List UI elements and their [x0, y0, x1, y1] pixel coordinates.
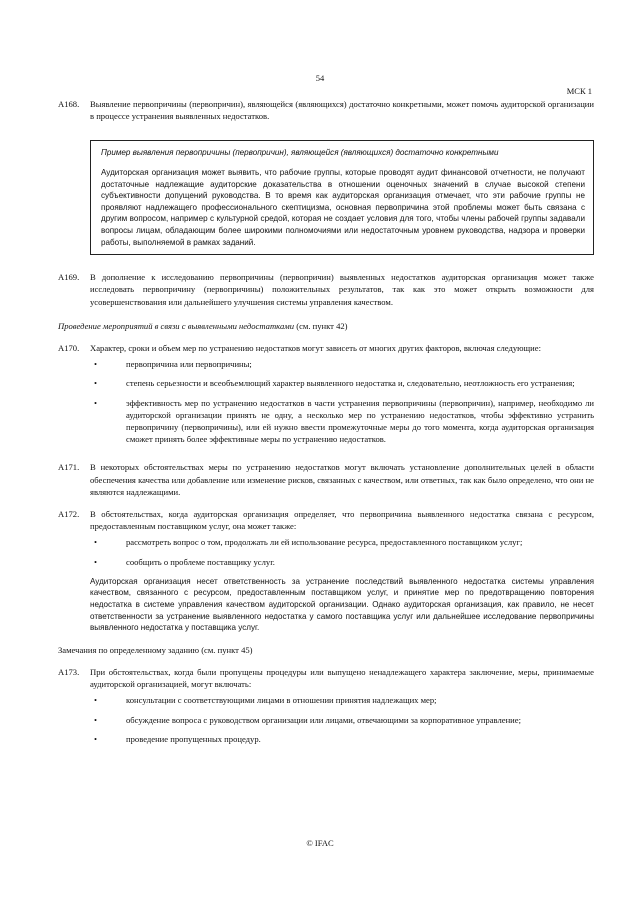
- example-box: [90, 140, 594, 255]
- paragraph-a173: [58, 666, 594, 690]
- list-item: [90, 377, 594, 389]
- paragraph-a172-extra: Аудиторская организация несет ответственность за устранение последствий выявленного недостатка системы управления качеством, связанного с ресурсом, предоставленным поставщиком услуг, и принятие мер по предотвращению повторения недостатка в системе управления качеством аудиторской организации. Однако аудиторская организация, как правило, не несет ответственности за устранение выявленного недостатка у самого поставщика услуг или дальнейшее исследование первопричины выявленного недостатка у поставщика услуг.: [90, 576, 594, 633]
- section-heading-text: Проведение мероприятий в связи с выявленными недостатками: [58, 320, 295, 331]
- paragraph-a172: [58, 508, 594, 532]
- paragraph-number: A168.: [58, 99, 80, 109]
- paragraph-text: Выявление первопричины (первопричин), являющейся (являющихся) достаточно конкретными, может помочь аудиторской организации в процессе устранения выявленных недостатков.: [90, 99, 594, 122]
- bullet-list-a173: [90, 694, 594, 745]
- page-content: [58, 98, 594, 752]
- bullet-list-a172: [90, 536, 594, 567]
- paragraph-a169: [58, 271, 594, 308]
- paragraph-number: A171.: [58, 462, 80, 473]
- list-item: [90, 733, 594, 745]
- list-item-text: эффективность мер по устранению недостатков в части устранения первопричины (первопричин), например, необходимо ли аудиторской организации принять не одну, а несколько мер по устранению недостатков, чтобы эффективно устранить первопричину (первопричины), или ей нужно ввести промежуточные меры до того момента, когда аудиторская организация сможет принять более эффективные меры по устранению недостатков.: [126, 397, 594, 445]
- bullet-icon: •: [94, 378, 98, 389]
- list-item: [90, 358, 594, 370]
- bullet-icon: •: [94, 397, 98, 408]
- paragraph-a168: [58, 98, 594, 122]
- paragraph-number: A172.: [58, 509, 80, 519]
- paragraph-text: В обстоятельствах, когда аудиторская организация определяет, что первопричина выявленного недостатка связана с ресурсом, предоставленным поставщиком услуг, она может также:: [90, 509, 594, 532]
- list-item-text: рассмотреть вопрос о том, продолжать ли ей использование ресурса, предоставленного поставщиком услуг;: [126, 537, 523, 548]
- list-item-text: первопричина или первопричины;: [126, 359, 252, 370]
- example-text: Аудиторская организация может выявить, что рабочие группы, которые проводят аудит финансовой отчетности, не получают достаточные надлежащие аудиторские доказательства в отношении оценочных значений в случае высокой степени субъективности допущений руководства. В то время как аудиторская организация отмечает, что эти рабочие группы не проявляют надлежащего профессионального скептицизма, основная первопричина этой проблемы может быть связана с другим вопросом, например с культурной средой, которая не создает условия для того, чтобы члены рабочей группы задавали вопросы лицам, обладающим более широкими полномочиями или недостаточным уровнем руководства, надзора и проверки работы, выполняемой в рамках заданий.: [101, 168, 585, 247]
- section-heading-ref: (см. пункт 42): [294, 320, 348, 331]
- list-item: [90, 556, 594, 568]
- bullet-icon: •: [94, 733, 98, 744]
- bullet-icon: •: [94, 556, 98, 567]
- list-item: [90, 694, 594, 706]
- paragraph-text: В некоторых обстоятельствах меры по устранению недостатков могут включать установление дополнительных целей в области обеспечения качества или добавление или изменение рисков, связанных с качеством, или ответных, так как было определено, что они не являются надлежащими.: [90, 462, 594, 497]
- list-item: [90, 536, 594, 548]
- paragraph-number: A169.: [58, 272, 80, 283]
- bullet-icon: •: [94, 359, 98, 370]
- paragraph-text: При обстоятельствах, когда были пропущены процедуры или выпущено ненадлежащего характера заключение, меры, принимаемые аудиторской организацией, могут включать:: [90, 666, 594, 690]
- list-item-text: проведение пропущенных процедур.: [126, 733, 261, 744]
- bullet-icon: •: [94, 714, 98, 725]
- section-heading-remarks: Замечания по определенному заданию (см. пункт 45): [58, 644, 253, 655]
- bullet-icon: •: [94, 537, 98, 548]
- paragraph-a171: [58, 461, 594, 498]
- bullet-list-a170: [90, 358, 594, 445]
- document-code: МСК 1: [566, 86, 592, 96]
- list-item-text: степень серьезности и всеобъемлющий характер выявленного недостатка и, следовательно, неотложность его устранения;: [126, 378, 575, 389]
- list-item-text: консультации с соответствующими лицами в отношении принятия надлежащих мер;: [126, 695, 437, 706]
- list-item: [90, 397, 594, 446]
- paragraph-number: A173.: [58, 666, 80, 677]
- list-item: [90, 714, 594, 726]
- paragraph-text: В дополнение к исследованию первопричины (первопричин) выявленных недостатков аудиторская организация может также исследовать первопричину (первопричины) положительных результатов, так как это может открыть возможности для усовершенствования или дальнейшего улучшения системы управления качеством.: [90, 272, 594, 307]
- bullet-icon: •: [94, 695, 98, 706]
- page-number: 54: [315, 73, 325, 83]
- footer-copyright: © IFAC: [306, 838, 334, 848]
- list-item-text: обсуждение вопроса с руководством организации или лицами, отвечающими за корпоративное управление;: [126, 714, 521, 725]
- section-heading-measures: [58, 320, 594, 332]
- paragraph-text: Характер, сроки и объем мер по устранению недостатков могут зависеть от многих других факторов, включая следующие:: [90, 342, 541, 353]
- paragraph-a170: [58, 342, 594, 354]
- example-title: Пример выявления первопричины (первопричин), являющейся (являющихся) достаточно конкретными: [101, 148, 499, 158]
- paragraph-number: A170.: [58, 342, 80, 353]
- list-item-text: сообщить о проблеме поставщику услуг.: [126, 556, 275, 567]
